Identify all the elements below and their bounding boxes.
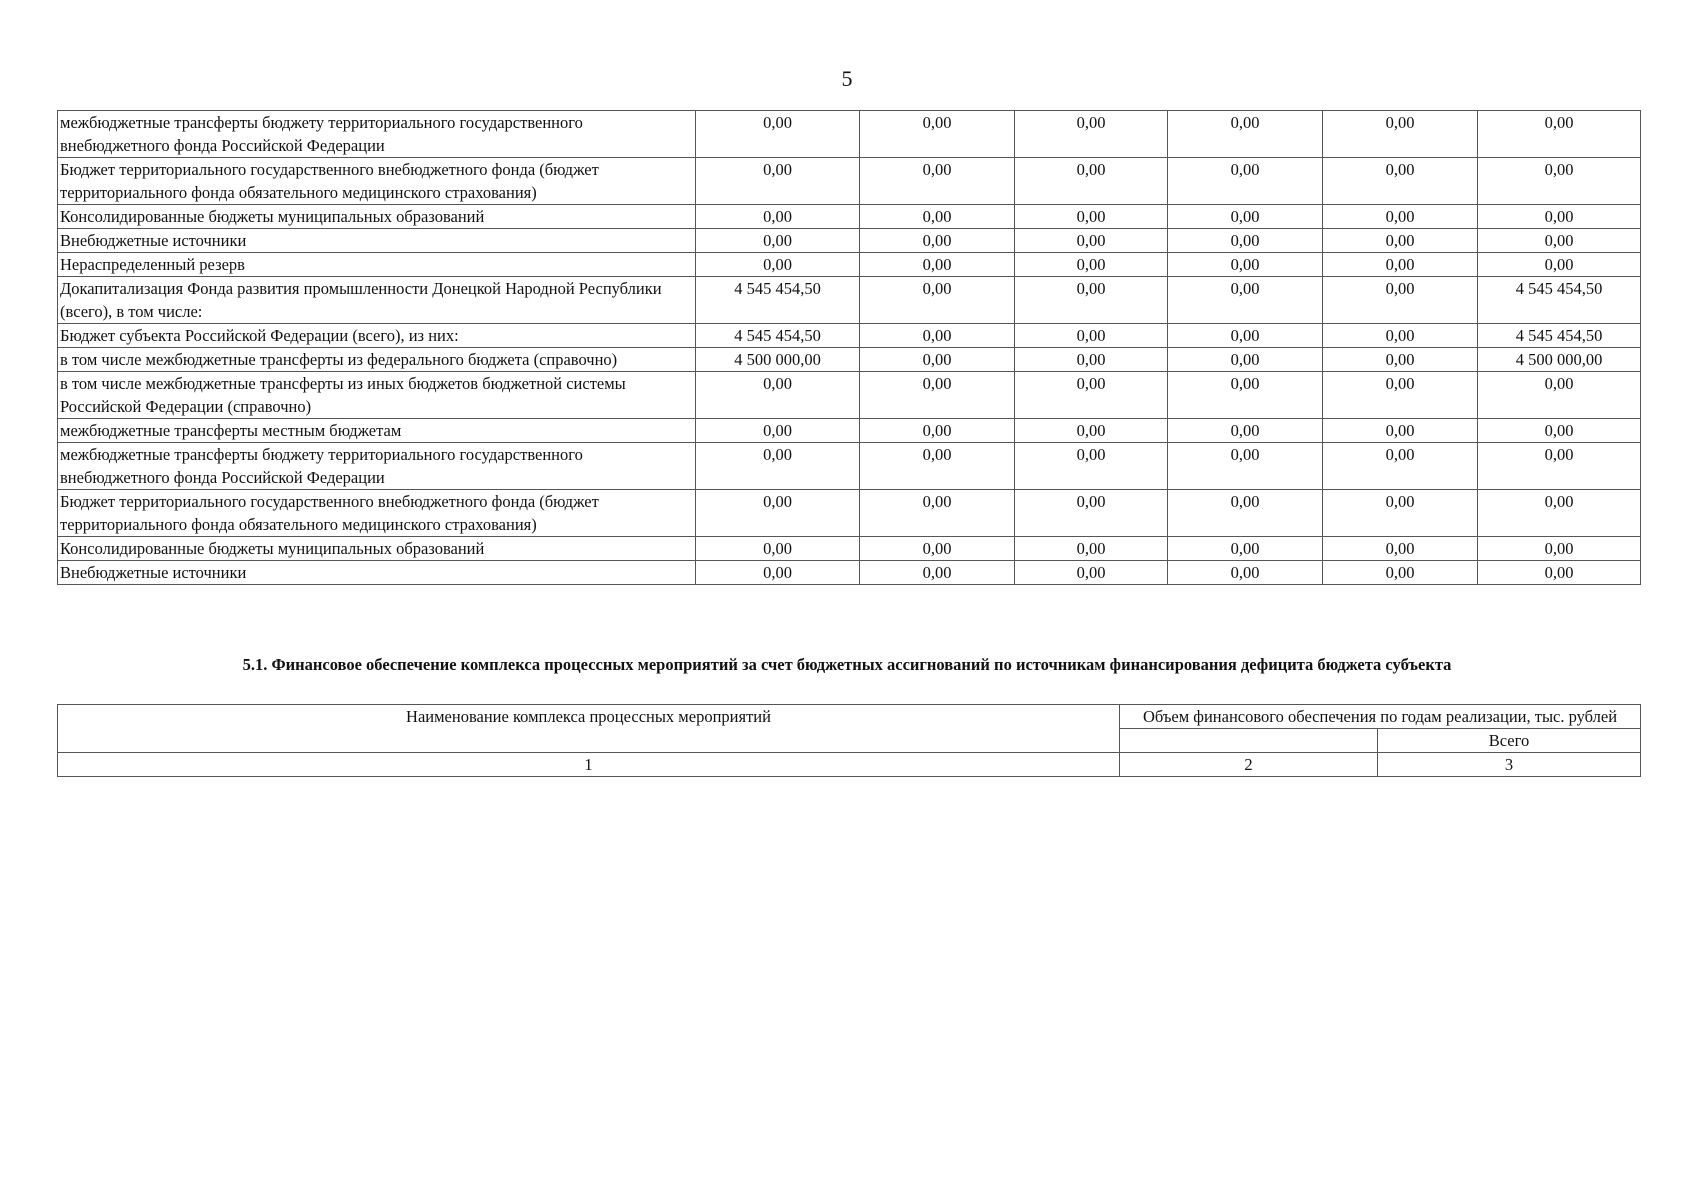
amount-cell: 4 500 000,00: [696, 348, 860, 372]
amount-cell: 0,00: [1323, 277, 1478, 324]
amount-cell: 0,00: [696, 419, 860, 443]
amount-cell: 0,00: [860, 348, 1015, 372]
row-label: Докапитализация Фонда развития промышленности Донецкой Народной Республики (всего), в том числе:: [58, 277, 696, 324]
row-label: Внебюджетные источники: [58, 229, 696, 253]
section-title: 5.1. Финансовое обеспечение комплекса процессных мероприятий за счет бюджетных ассигнований по источникам финансирования дефицита бюджета субъекта: [242, 655, 1452, 674]
row-label: Консолидированные бюджеты муниципальных образований: [58, 205, 696, 229]
table-row: [58, 419, 1641, 443]
table-row: [58, 372, 1641, 419]
financing-table-body: [58, 111, 1641, 585]
amount-cell: 0,00: [696, 205, 860, 229]
amount-cell: 0,00: [1015, 372, 1168, 419]
amount-cell: 0,00: [860, 277, 1015, 324]
amount-cell: 0,00: [696, 443, 860, 490]
table-row: [58, 253, 1641, 277]
amount-cell: 0,00: [1015, 443, 1168, 490]
row-label: Консолидированные бюджеты муниципальных образований: [58, 537, 696, 561]
amount-cell: 4 545 454,50: [696, 324, 860, 348]
row-label: межбюджетные трансферты бюджету территориального государственного внебюджетного фонда Российской Федерации: [58, 443, 696, 490]
amount-cell: 0,00: [1168, 111, 1323, 158]
table-row: [58, 348, 1641, 372]
amount-cell: 0,00: [1015, 111, 1168, 158]
amount-cell: 4 500 000,00: [1478, 348, 1641, 372]
amount-cell: 0,00: [1168, 490, 1323, 537]
amount-cell: 0,00: [860, 419, 1015, 443]
amount-cell: 0,00: [1323, 490, 1478, 537]
amount-cell: 0,00: [1323, 561, 1478, 585]
amount-cell: 0,00: [1168, 277, 1323, 324]
amount-cell: 0,00: [1015, 348, 1168, 372]
amount-cell: 4 545 454,50: [696, 277, 860, 324]
amount-cell: 0,00: [1015, 490, 1168, 537]
amount-cell: 0,00: [1478, 229, 1641, 253]
amount-cell: 0,00: [1323, 205, 1478, 229]
row-label: Бюджет субъекта Российской Федерации (всего), из них:: [58, 324, 696, 348]
amount-cell: 0,00: [860, 443, 1015, 490]
table-row: [58, 561, 1641, 585]
amount-cell: 0,00: [1015, 205, 1168, 229]
amount-cell: 4 545 454,50: [1478, 277, 1641, 324]
header-total: Всего: [1378, 729, 1641, 753]
amount-cell: 0,00: [860, 229, 1015, 253]
row-label: Бюджет территориального государственного внебюджетного фонда (бюджет территориального фонда обязательного медицинского страхования): [58, 158, 696, 205]
row-label: Бюджет территориального государственного внебюджетного фонда (бюджет территориального фонда обязательного медицинского страхования): [58, 490, 696, 537]
amount-cell: 0,00: [1323, 372, 1478, 419]
table-row: [58, 111, 1641, 158]
header-year-blank: [1120, 729, 1378, 753]
amount-cell: 0,00: [1323, 443, 1478, 490]
amount-cell: 0,00: [1015, 277, 1168, 324]
amount-cell: 0,00: [1323, 229, 1478, 253]
amount-cell: 0,00: [696, 372, 860, 419]
amount-cell: 0,00: [1168, 372, 1323, 419]
amount-cell: 0,00: [1168, 419, 1323, 443]
amount-cell: 0,00: [1168, 561, 1323, 585]
amount-cell: 0,00: [1323, 253, 1478, 277]
table-row: [58, 490, 1641, 537]
amount-cell: 0,00: [696, 253, 860, 277]
table-row: [58, 324, 1641, 348]
amount-cell: 0,00: [1015, 561, 1168, 585]
amount-cell: 0,00: [1478, 253, 1641, 277]
amount-cell: 0,00: [1478, 205, 1641, 229]
amount-cell: 0,00: [860, 561, 1015, 585]
row-label: межбюджетные трансферты бюджету территориального государственного внебюджетного фонда Российской Федерации: [58, 111, 696, 158]
table-row: [58, 229, 1641, 253]
header-financing-volume: Объем финансового обеспечения по годам реализации, тыс. рублей: [1120, 705, 1641, 729]
amount-cell: 0,00: [1478, 158, 1641, 205]
amount-cell: 0,00: [696, 158, 860, 205]
row-label: Внебюджетные источники: [58, 561, 696, 585]
row-label: в том числе межбюджетные трансферты из иных бюджетов бюджетной системы Российской Федерации (справочно): [58, 372, 696, 419]
amount-cell: 0,00: [860, 158, 1015, 205]
amount-cell: 0,00: [860, 537, 1015, 561]
amount-cell: 0,00: [1323, 419, 1478, 443]
page-number: 5: [841, 66, 853, 91]
amount-cell: 0,00: [860, 111, 1015, 158]
column-number: 2: [1120, 753, 1378, 777]
amount-cell: 0,00: [1168, 253, 1323, 277]
amount-cell: 0,00: [1478, 490, 1641, 537]
table-row: [58, 443, 1641, 490]
amount-cell: 0,00: [1323, 537, 1478, 561]
amount-cell: 0,00: [1478, 537, 1641, 561]
row-label: в том числе межбюджетные трансферты из федерального бюджета (справочно): [58, 348, 696, 372]
amount-cell: 0,00: [1015, 253, 1168, 277]
amount-cell: 0,00: [1168, 229, 1323, 253]
amount-cell: 0,00: [1015, 537, 1168, 561]
amount-cell: 0,00: [1478, 561, 1641, 585]
amount-cell: 0,00: [1478, 443, 1641, 490]
amount-cell: 0,00: [860, 253, 1015, 277]
amount-cell: 0,00: [1168, 324, 1323, 348]
amount-cell: 0,00: [1015, 158, 1168, 205]
process-measures-table: [57, 704, 1641, 777]
table-row: [58, 158, 1641, 205]
amount-cell: 0,00: [1323, 111, 1478, 158]
amount-cell: 0,00: [1168, 158, 1323, 205]
financing-table: [57, 110, 1641, 585]
amount-cell: 0,00: [1323, 158, 1478, 205]
row-label: Нераспределенный резерв: [58, 253, 696, 277]
amount-cell: 0,00: [1015, 229, 1168, 253]
table-row: [58, 277, 1641, 324]
amount-cell: 0,00: [860, 372, 1015, 419]
row-label: межбюджетные трансферты местным бюджетам: [58, 419, 696, 443]
amount-cell: 0,00: [696, 111, 860, 158]
amount-cell: 0,00: [1168, 348, 1323, 372]
amount-cell: 0,00: [696, 537, 860, 561]
amount-cell: 0,00: [1478, 372, 1641, 419]
table-row: [58, 205, 1641, 229]
header-measures-name: Наименование комплекса процессных мероприятий: [58, 705, 1120, 753]
amount-cell: 0,00: [1015, 419, 1168, 443]
amount-cell: 0,00: [1015, 324, 1168, 348]
amount-cell: 0,00: [1168, 205, 1323, 229]
amount-cell: 0,00: [696, 561, 860, 585]
amount-cell: 0,00: [860, 205, 1015, 229]
column-number: 3: [1378, 753, 1641, 777]
table-row: [58, 537, 1641, 561]
amount-cell: 0,00: [1168, 443, 1323, 490]
amount-cell: 0,00: [1478, 111, 1641, 158]
amount-cell: 0,00: [696, 490, 860, 537]
amount-cell: 0,00: [1168, 537, 1323, 561]
amount-cell: 4 545 454,50: [1478, 324, 1641, 348]
amount-cell: 0,00: [1323, 348, 1478, 372]
amount-cell: 0,00: [696, 229, 860, 253]
amount-cell: 0,00: [860, 490, 1015, 537]
amount-cell: 0,00: [1323, 324, 1478, 348]
amount-cell: 0,00: [1478, 419, 1641, 443]
amount-cell: 0,00: [860, 324, 1015, 348]
column-number-row: [58, 753, 1641, 777]
column-number: 1: [58, 753, 1120, 777]
